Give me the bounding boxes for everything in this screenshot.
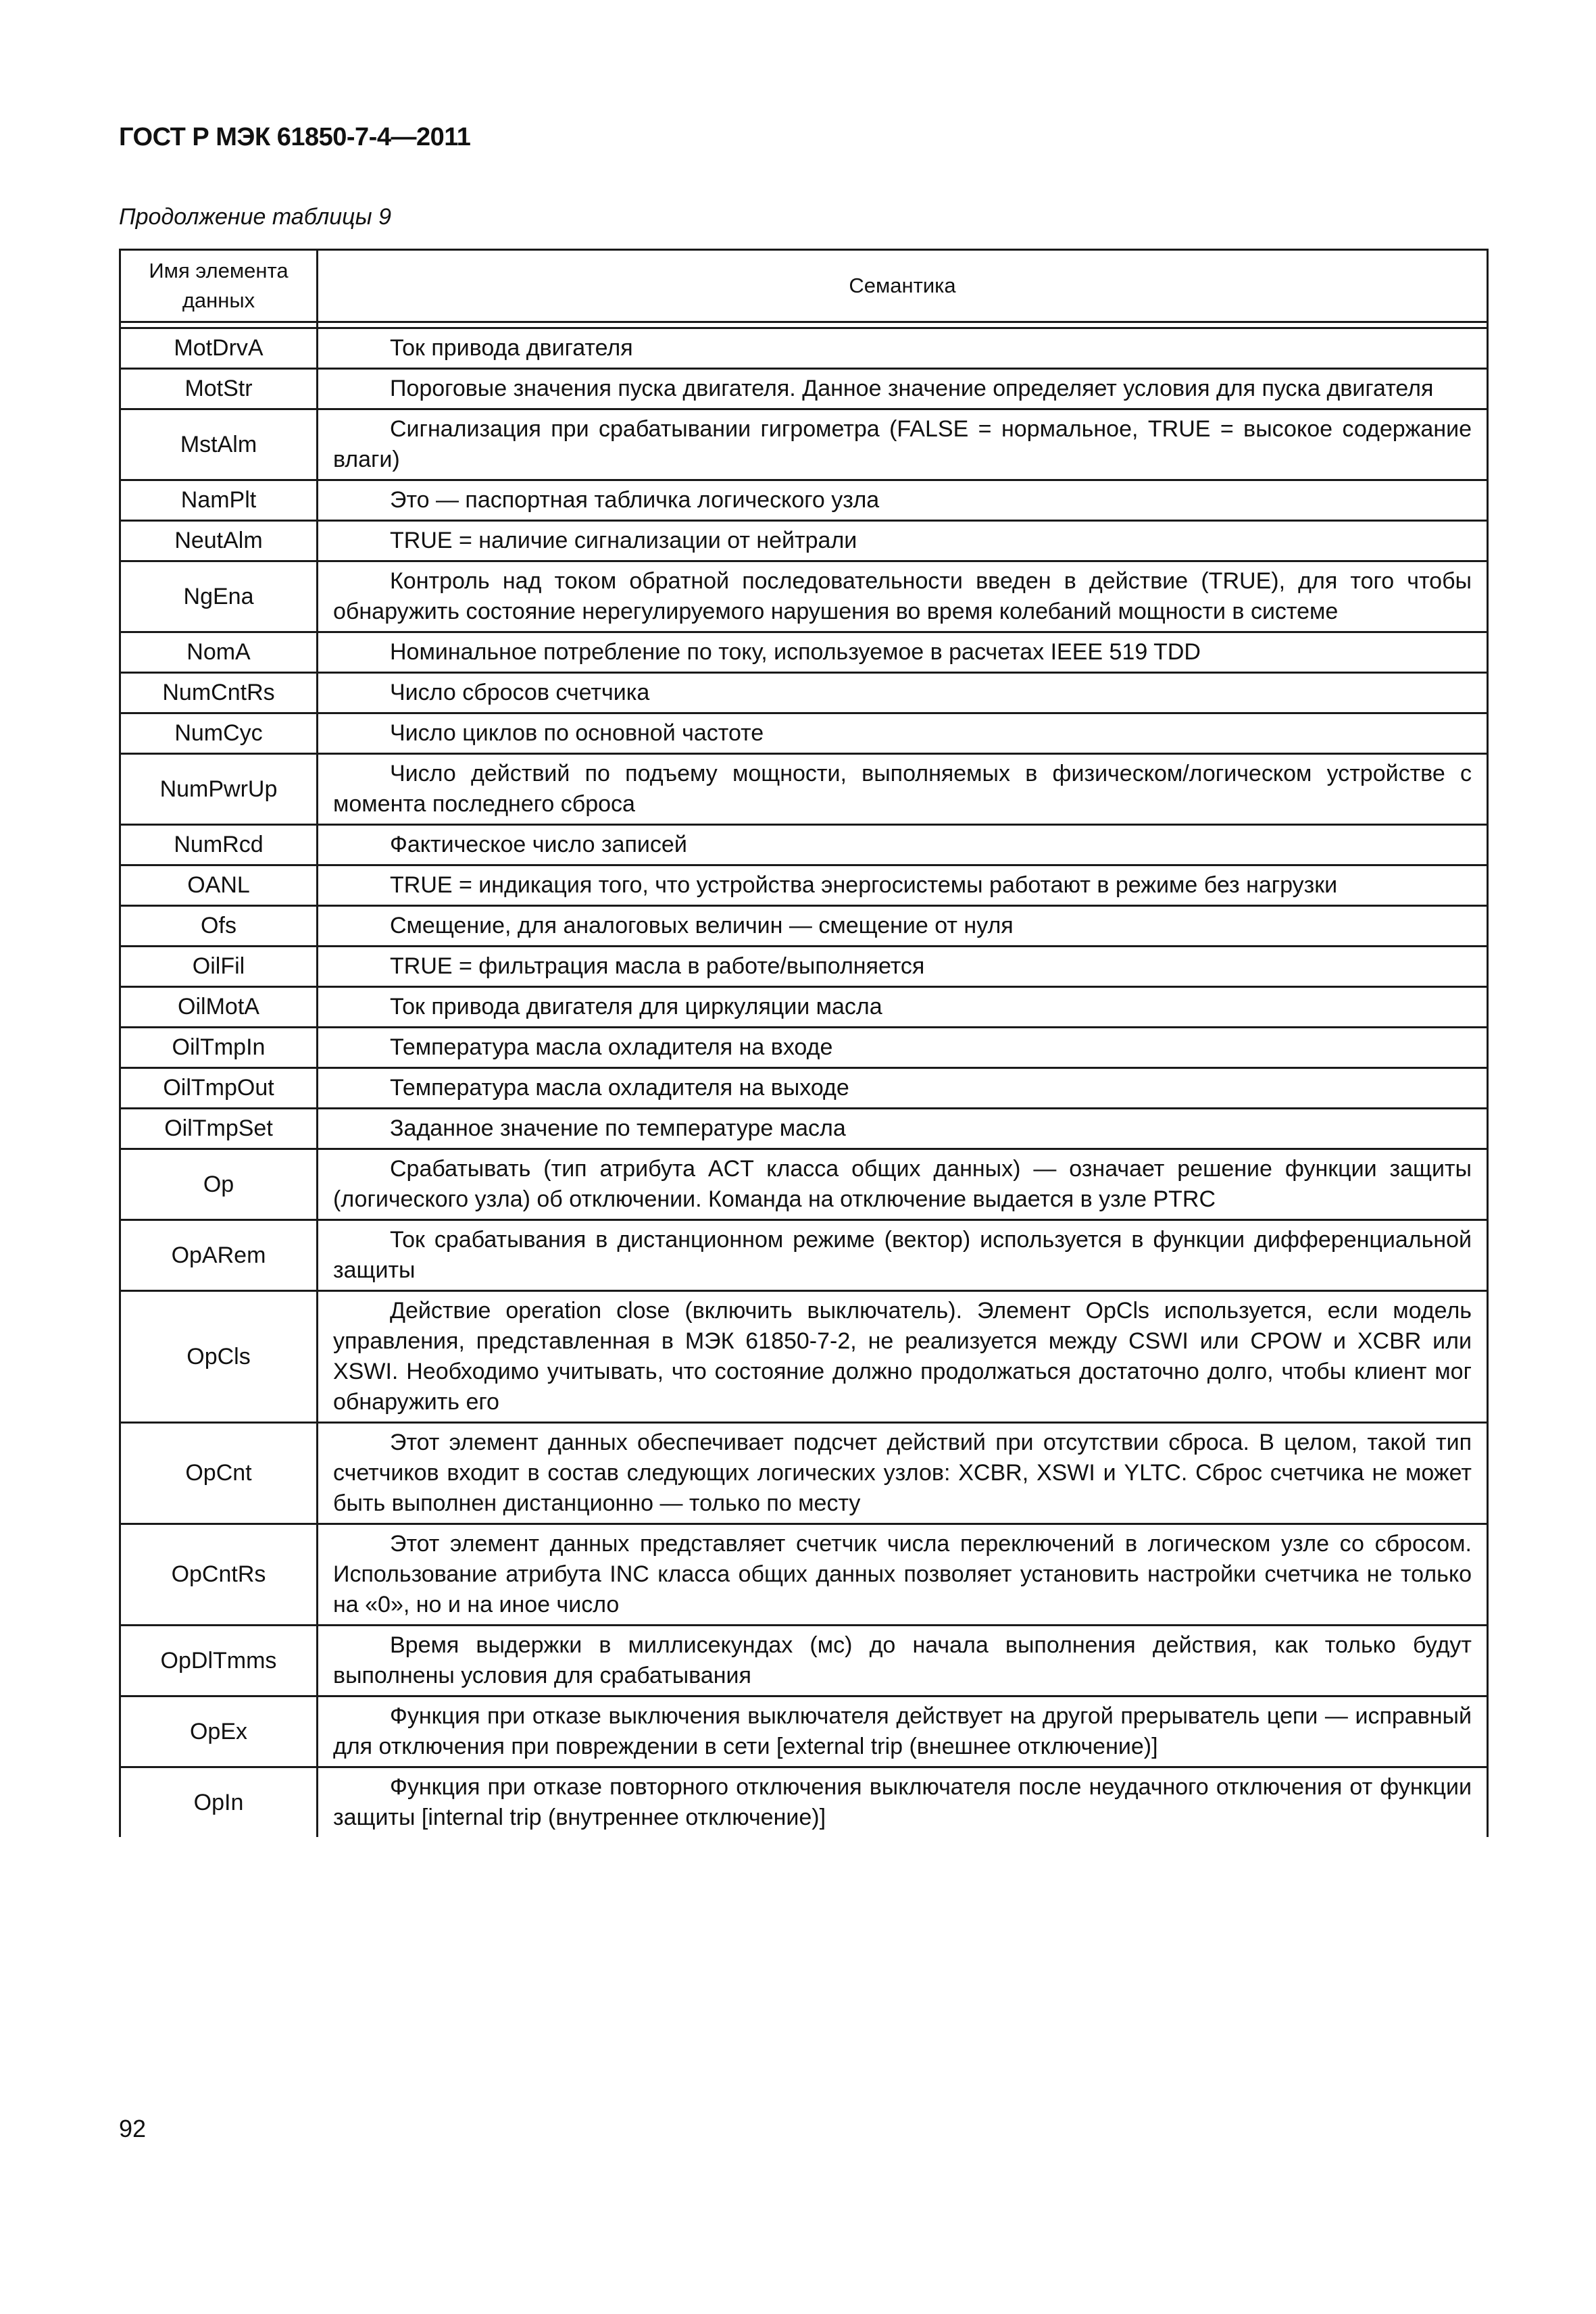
data-element-name: OpDlTmms <box>120 1626 318 1696</box>
data-element-semantics: Этот элемент данных представляет счетчик числа переключений в логическом узле со сбросом. Использование атрибута INC класса общих данных позволяет установить настройки счетчика не только на «0», но и на иное число <box>333 1531 1472 1617</box>
data-element-semantics-cell <box>318 1767 1488 1838</box>
data-element-semantics-cell <box>318 906 1488 947</box>
data-element-semantics: Контроль над током обратной последовательности введен в действие (TRUE), для того чтобы обнаружить состояние нерегулируемого нарушения во время колебаний мощности в системе <box>333 568 1472 624</box>
data-element-semantics-cell <box>318 561 1488 632</box>
data-element-semantics-cell <box>318 713 1488 754</box>
table-row <box>120 409 1488 480</box>
data-element-name: OpCntRs <box>120 1524 318 1626</box>
data-element-name: OpEx <box>120 1696 318 1767</box>
data-element-semantics-cell <box>318 947 1488 987</box>
data-element-semantics: Функция при отказе повторного отключения выключателя после неудачного отключения от функции защиты [internal trip (внутреннее отключение)] <box>333 1774 1472 1830</box>
data-element-semantics-cell <box>318 1524 1488 1626</box>
data-element-name: OpCls <box>120 1291 318 1423</box>
data-element-name: NomA <box>120 632 318 673</box>
data-element-semantics-cell <box>318 754 1488 825</box>
data-element-name: MotDrvA <box>120 328 318 369</box>
data-element-semantics-cell <box>318 521 1488 561</box>
table-body <box>120 328 1488 1838</box>
table-row <box>120 1109 1488 1149</box>
table-row <box>120 1423 1488 1524</box>
table-row <box>120 1068 1488 1109</box>
table-row <box>120 1524 1488 1626</box>
data-element-semantics-cell <box>318 1423 1488 1524</box>
semantics-table <box>119 249 1489 1837</box>
data-element-semantics-cell <box>318 1626 1488 1696</box>
data-element-semantics: Время выдержки в миллисекундах (мс) до начала выполнения действия, как только будут выполнены условия для срабатывания <box>333 1632 1472 1688</box>
data-element-semantics-cell <box>318 409 1488 480</box>
data-element-semantics: Действие operation close (включить выключатель). Элемент OpCls используется, если модель управления, представленная в МЭК 61850-7-2, не реализуется между CSWI или CPOW и XCBR или XSWI. Необходимо учитывать, что состояние должно продолжаться достаточно долго, чтобы клиент мог обнаружить его <box>333 1298 1472 1415</box>
table-row <box>120 521 1488 561</box>
data-element-name: OilTmpOut <box>120 1068 318 1109</box>
table-row <box>120 987 1488 1028</box>
data-element-semantics: Температура масла охладителя на выходе <box>390 1075 849 1101</box>
data-element-semantics: Смещение, для аналоговых величин — смещение от нуля <box>390 913 1014 938</box>
table-row <box>120 825 1488 865</box>
data-element-semantics: TRUE = наличие сигнализации от нейтрали <box>390 528 857 553</box>
data-element-name: Ofs <box>120 906 318 947</box>
data-element-semantics: Сигнализация при срабатывании гигрометра (FALSE = нормальное, TRUE = высокое содержание влаги) <box>333 416 1472 472</box>
data-element-semantics-cell <box>318 328 1488 369</box>
header-double-rule <box>120 322 1488 328</box>
data-element-semantics-cell <box>318 632 1488 673</box>
table-caption: Продолжение таблицы 9 <box>119 204 391 230</box>
data-element-semantics-cell <box>318 1696 1488 1767</box>
table-row <box>120 561 1488 632</box>
data-element-semantics: Этот элемент данных обеспечивает подсчет действий при отсутствии сброса. В целом, такой тип счетчиков входит в состав следующих логических узлов: XCBR, XSWI и YLTC. Сброс счетчика не может быть выполнен дистанционно — только по месту <box>333 1430 1472 1516</box>
data-element-name: NumCntRs <box>120 673 318 713</box>
data-element-semantics-cell <box>318 1149 1488 1220</box>
data-element-semantics: Число сбросов счетчика <box>390 680 650 705</box>
data-element-semantics-cell <box>318 987 1488 1028</box>
data-element-semantics: Номинальное потребление по току, используемое в расчетах IEEE 519 TDD <box>390 639 1201 665</box>
table-row <box>120 713 1488 754</box>
data-element-name: NumRcd <box>120 825 318 865</box>
data-element-semantics: Срабатывать (тип атрибута ACT класса общих данных) — означает решение функции защиты (логического узла) об отключении. Команда на отключение выдается в узле PTRC <box>333 1156 1472 1212</box>
data-element-name: OpCnt <box>120 1423 318 1524</box>
data-element-name: OilTmpSet <box>120 1109 318 1149</box>
table-row <box>120 1220 1488 1291</box>
data-element-semantics: Число циклов по основной частоте <box>390 720 764 746</box>
table-header-row <box>120 250 1488 322</box>
data-element-name: NeutAlm <box>120 521 318 561</box>
table-row <box>120 673 1488 713</box>
data-element-semantics: Функция при отказе выключения выключателя действует на другой прерыватель цепи — исправный для отключения при повреждении в сети [external trip (внешнее отключение)] <box>333 1703 1472 1759</box>
data-element-name: MotStr <box>120 369 318 409</box>
table-row <box>120 1291 1488 1423</box>
table-row <box>120 754 1488 825</box>
table-row <box>120 1149 1488 1220</box>
data-element-semantics: Температура масла охладителя на входе <box>390 1034 833 1060</box>
data-element-name: OpIn <box>120 1767 318 1838</box>
data-element-name: NumPwrUp <box>120 754 318 825</box>
data-element-semantics: Фактическое число записей <box>390 832 687 857</box>
data-element-semantics-cell <box>318 1109 1488 1149</box>
table-row <box>120 1626 1488 1696</box>
data-element-name: OilFil <box>120 947 318 987</box>
data-element-name: MstAlm <box>120 409 318 480</box>
data-element-semantics: Ток привода двигателя <box>390 335 633 361</box>
page-number: 92 <box>119 2115 147 2142</box>
data-element-name: NumCyc <box>120 713 318 754</box>
data-element-semantics: TRUE = фильтрация масла в работе/выполняется <box>390 953 925 979</box>
data-element-semantics-cell <box>318 865 1488 906</box>
data-element-name: OpARem <box>120 1220 318 1291</box>
table-row <box>120 906 1488 947</box>
data-element-semantics-cell <box>318 1291 1488 1423</box>
data-element-semantics: Число действий по подъему мощности, выполняемых в физическом/логическом устройстве с момента последнего сброса <box>333 761 1472 817</box>
data-element-name: NgEna <box>120 561 318 632</box>
data-element-name: Op <box>120 1149 318 1220</box>
data-element-name: NamPlt <box>120 480 318 521</box>
data-element-name: OANL <box>120 865 318 906</box>
data-element-semantics-cell <box>318 1028 1488 1068</box>
data-element-semantics-cell <box>318 1220 1488 1291</box>
table-row <box>120 947 1488 987</box>
data-element-semantics: Ток срабатывания в дистанционном режиме (вектор) используется в функции дифференциальной защиты <box>333 1227 1472 1283</box>
data-element-name: OilMotA <box>120 987 318 1028</box>
column-header-name: Имя элемента данных <box>120 250 318 322</box>
data-element-semantics: Это — паспортная табличка логического узла <box>390 487 880 513</box>
data-element-name: OilTmpIn <box>120 1028 318 1068</box>
table-row <box>120 369 1488 409</box>
column-header-semantics: Семантика <box>318 250 1488 322</box>
data-element-semantics-cell <box>318 673 1488 713</box>
data-element-semantics: Пороговые значения пуска двигателя. Данное значение определяет условия для пуска двигателя <box>390 376 1434 401</box>
data-element-semantics: TRUE = индикация того, что устройства энергосистемы работают в режиме без нагрузки <box>390 872 1338 898</box>
table-row <box>120 1767 1488 1838</box>
data-element-semantics: Заданное значение по температуре масла <box>390 1115 846 1141</box>
data-element-semantics-cell <box>318 1068 1488 1109</box>
table-row <box>120 480 1488 521</box>
table-row <box>120 632 1488 673</box>
data-element-semantics-cell <box>318 825 1488 865</box>
table-row <box>120 1028 1488 1068</box>
table-row <box>120 865 1488 906</box>
table-row <box>120 328 1488 369</box>
standard-header: ГОСТ Р МЭК 61850-7-4—2011 <box>119 123 471 151</box>
table-row <box>120 1696 1488 1767</box>
data-element-semantics-cell <box>318 480 1488 521</box>
data-element-semantics-cell <box>318 369 1488 409</box>
data-element-semantics: Ток привода двигателя для циркуляции масла <box>390 994 882 1020</box>
